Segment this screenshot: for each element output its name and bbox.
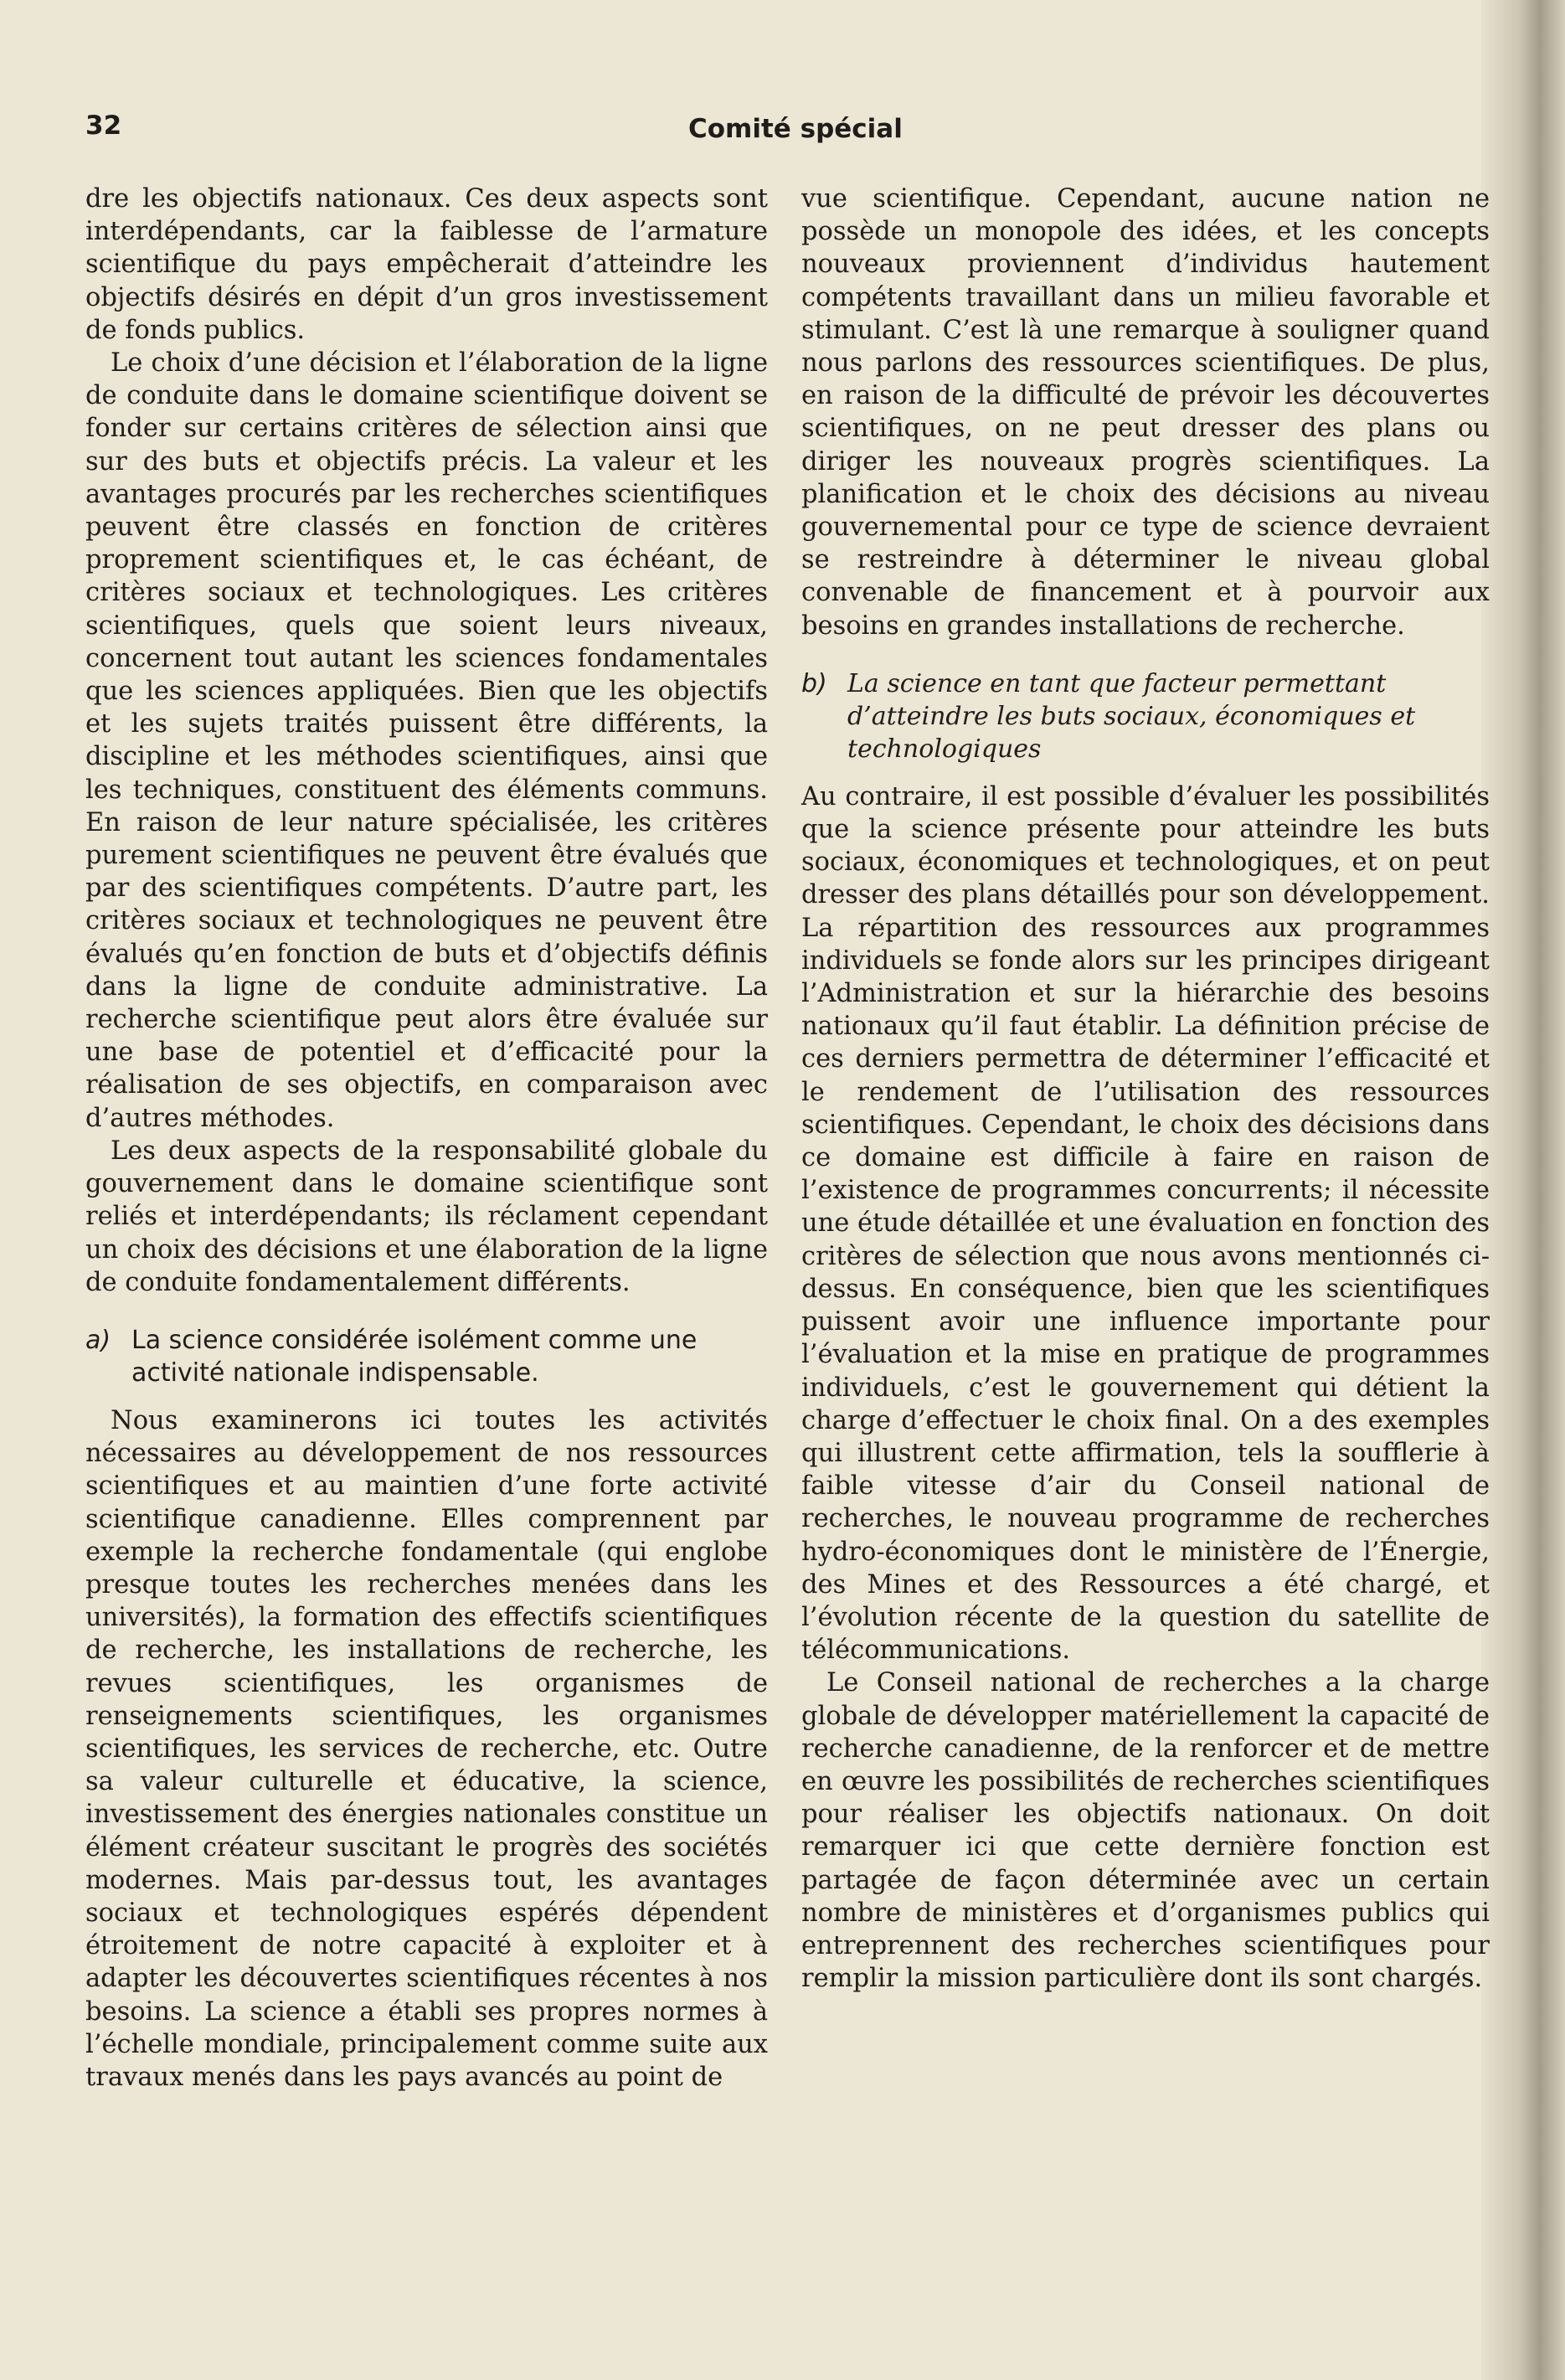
running-title: Comité spécial xyxy=(688,114,903,144)
subsection-a-heading xyxy=(85,1324,768,1389)
page-number: 32 xyxy=(85,111,122,141)
subsection-label: a) xyxy=(85,1325,111,1355)
paragraph: Les deux aspects de la responsabilité globale du gouvernement dans le domaine scientifique sont reliés et interdépendants; ils réclament cependant un choix des décisions et une élaboration de la ligne de conduite fondamentalement différents. xyxy=(85,1136,768,1297)
paragraph: Au contraire, il est possible d’évaluer les possibilités que la science présente pour atteindre les buts sociaux, économiques et technologiques, et on peut dresser des plans détaillés pour son développement. La répartition des ressources aux programmes individuels se fonde alors sur les principes dirigeant l’Administration et sur la hiérarchie des besoins nationaux qu’il faut établir. La définition précise de ces derniers permettra de déterminer l’efficacité et le rendement de l’utilisation des ressources scientifiques. Cependant, le choix des décisions dans ce domaine est difficile à faire en raison de l’existence de programmes concurrents; il nécessite une étude détaillée et une évaluation en fonction des critères de sélection que nous avons mentionnés ci-dessus. En conséquence, bien que les scientifiques puissent avoir une influence importante pour l’évaluation et la mise en pratique de programmes individuels, c’est le gouvernement qui détient la charge d’effectuer le choix final. On a des exemples qui illustrent cette affirmation, tels la soufflerie à faible vitesse d’air du Conseil national de recherches, le nouveau programme de recherches hydro-économiques dont le ministère de l’Énergie, des Mines et des Ressources a été chargé, et l’évolution récente de la question du satellite de télécommunications. xyxy=(801,781,1490,1666)
subsection-title: La science en tant que facteur permettant d’atteindre les buts sociaux, économiques et technologiques xyxy=(847,668,1416,764)
paragraph: Le Conseil national de recherches a la charge globale de développer matériellement la capacité de recherche canadienne, de la renforcer et de mettre en œuvre les possibilités de recherches scientifiques pour réaliser les objectifs nationaux. On doit remarquer ici que cette dernière fonction est partagée de façon déterminée avec un certain nombre de ministères et d’organismes publics qui entreprennent des recherches scientifiques pour remplir la mission particulière dont ils sont chargés. xyxy=(801,1668,1490,1994)
page-binding-edge xyxy=(1481,0,1565,2380)
page-header xyxy=(85,111,1492,152)
paragraph: Le choix d’une décision et l’élaboration de la ligne de conduite dans le domaine scientifique doivent se fonder sur certains critères de sélection ainsi que sur des buts et objectifs précis. La valeur et les avantages procurés par les recherches scientifiques peuvent être classés en fonction de critères proprement scientifiques et, le cas échéant, de critères sociaux et technologiques. Les critères scientifiques, quels que soient leurs niveaux, concernent tout autant les sciences fondamentales que les sciences appliquées. Bien que les objectifs et les sujets traités puissent être différents, la discipline et les méthodes scientifiques, ainsi que les techniques, constituent des éléments communs. En raison de leur nature spécialisée, les critères purement scientifiques ne peuvent être évalués que par des scientifiques compétents. D’autre part, les critères sociaux et technologiques ne peuvent être évalués qu’en fonction de buts et d’objectifs définis dans la ligne de conduite administrative. La recherche scientifique peut alors être évaluée sur une base de potentiel et d’efficacité pour la réalisation de ses objectifs, en comparaison avec d’autres méthodes. xyxy=(85,348,768,1133)
paragraph: Nous examinerons ici toutes les activités nécessaires au développement de nos ressources scientifiques et au maintien d’une forte activité scientifique canadienne. Elles comprennent par exemple la recherche fondamentale (qui englobe presque toutes les recherches menées dans les universités), la formation des effectifs scientifiques de recherche, les installations de recherche, les revues scientifiques, les organismes de renseignements scientifiques, les organismes scientifiques, les services de recherche, etc. Outre sa valeur culturelle et éducative, la science, investissement des énergies nationales constitue un élément créateur suscitant le progrès des sociétés modernes. Mais par-dessus tout, les avantages sociaux et technologiques espérés dépendent étroitement de notre capacité à exploiter et à adapter les découvertes scientifiques récentes à nos besoins. La science a établi ses propres normes à l’échelle mondiale, principalement comme suite aux travaux menés dans les pays avancés au point de xyxy=(85,1405,768,2092)
subsection-title: La science considérée isolément comme une activité nationale indispensable. xyxy=(131,1325,698,1388)
paragraph-continued: vue scientifique. Cependant, aucune nation ne possède un monopole des idées, et les concepts nouveaux proviennent d’individus hautement compétents travaillant dans un milieu favorable et stimulant. C’est là une remarque à souligner quand nous parlons des ressources scientifiques. De plus, en raison de la difficulté de prévoir les découvertes scientifiques, on ne peut dresser des plans ou diriger les nouveaux progrès scientifiques. La planification et le choix des décisions au niveau gouvernemental pour ce type de science devraient se restreindre à déterminer le niveau global convenable de financement et à pourvoir aux besoins en grandes installations de recherche. xyxy=(801,184,1490,641)
right-column xyxy=(801,183,1490,1995)
subsection-label: b) xyxy=(801,668,827,698)
left-column xyxy=(85,183,768,2094)
paragraph-continued: dre les objectifs nationaux. Ces deux aspects sont interdépendants, car la faiblesse de l’armature scientifique du pays empêcherait d’atteindre les objectifs désirés en dépit d’un gros investissement de fonds publics. xyxy=(85,184,768,345)
subsection-b-heading xyxy=(801,667,1490,765)
